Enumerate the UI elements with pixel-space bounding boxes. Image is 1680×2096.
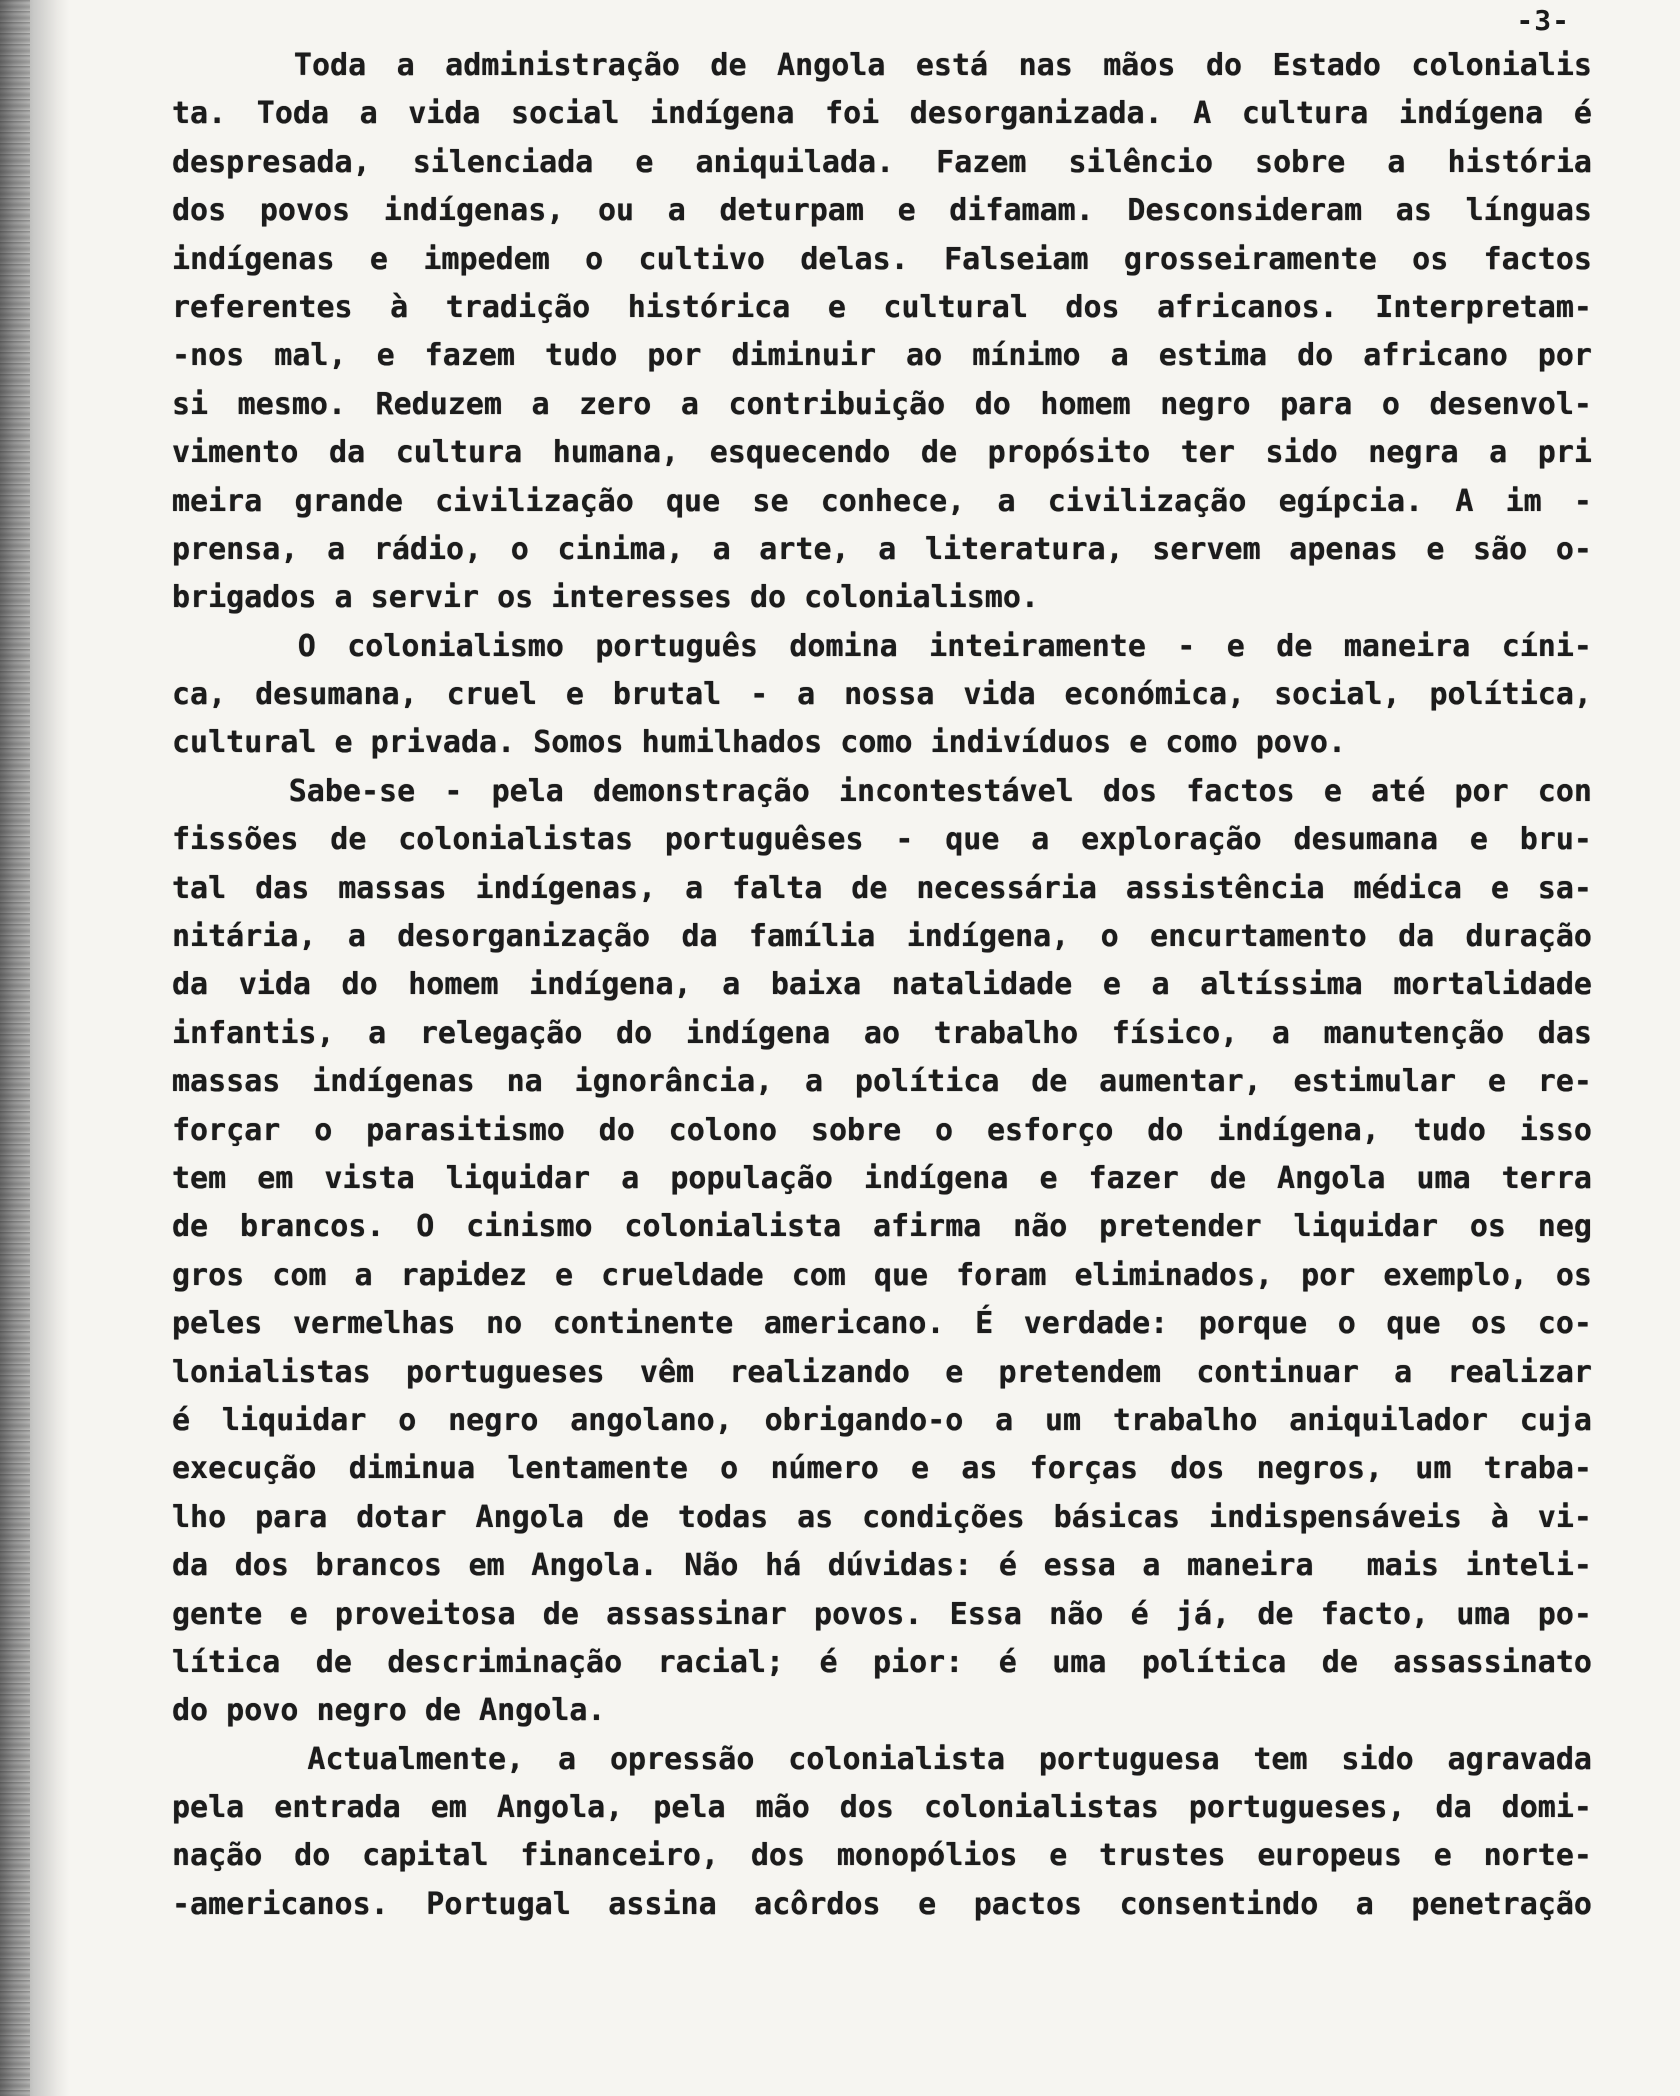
paragraph-4 xyxy=(172,1736,1592,1930)
text-line: nitária, a desorganização da família indígena, o encurtamento da duração xyxy=(172,919,1592,955)
text-line: nação do capital financeiro, dos monopólios e trustes europeus e norte- xyxy=(172,1838,1592,1874)
text-line: lonialistas portugueses vêm realizando e pretendem continuar a realizar xyxy=(172,1354,1592,1390)
text-line: ta. Toda a vida social indígena foi desorganizada. A cultura indígena é xyxy=(172,96,1592,132)
text-line: é liquidar o negro angolano, obrigando-o a um trabalho aniquilador cuja xyxy=(172,1402,1592,1438)
paragraph-2 xyxy=(172,623,1592,768)
text-line: si mesmo. Reduzem a zero a contribuição do homem negro para o desenvol- xyxy=(172,386,1592,422)
text-line: dos povos indígenas, ou a deturpam e difamam. Desconsideram as línguas xyxy=(172,193,1592,229)
text-line: massas indígenas na ignorância, a política de aumentar, estimular e re- xyxy=(172,1064,1592,1100)
text-line: Toda a administração de Angola está nas mãos do Estado colonialis xyxy=(172,48,1592,83)
text-line: lho para dotar Angola de todas as condições básicas indispensáveis à vi- xyxy=(172,1499,1592,1535)
text-line: referentes à tradição histórica e cultural dos africanos. Interpretam- xyxy=(172,289,1592,325)
text-line: O colonialismo português domina inteiramente - e de maneira cíni- xyxy=(172,628,1592,664)
text-line: tal das massas indígenas, a falta de necessária assistência médica e sa- xyxy=(172,870,1592,906)
text-line: de brancos. O cinismo colonialista afirma não pretender liquidar os neg xyxy=(172,1209,1592,1245)
scan-edge-streaks xyxy=(0,0,30,2096)
text-line: da vida do homem indígena, a baixa natalidade e a altíssima mortalidade xyxy=(172,967,1592,1003)
text-line: pela entrada em Angola, pela mão dos colonialistas portugueses, da domi- xyxy=(172,1790,1592,1826)
text-line: Actualmente, a opressão colonialista portuguesa tem sido agravada xyxy=(172,1741,1592,1777)
text-line: Sabe-se - pela demonstração incontestável dos factos e até por con xyxy=(172,773,1592,809)
text-line: despresada, silenciada e aniquilada. Fazem silêncio sobre a história xyxy=(172,144,1592,180)
text-line: forçar o parasitismo do colono sobre o esforço do indígena, tudo isso xyxy=(172,1112,1592,1148)
text-line: meira grande civilização que se conhece, a civilização egípcia. A im - xyxy=(172,483,1592,519)
text-line: ca, desumana, cruel e brutal - a nossa vida económica, social, política, xyxy=(172,677,1592,713)
text-line: infantis, a relegação do indígena ao trabalho físico, a manutenção das xyxy=(172,1015,1592,1051)
paragraph-3 xyxy=(172,768,1592,1736)
text-line: da dos brancos em Angola. Não há dúvidas: é essa a maneira mais inteli- xyxy=(172,1548,1592,1584)
text-line: tem em vista liquidar a população indígena e fazer de Angola uma terra xyxy=(172,1160,1592,1196)
text-line: do povo negro de Angola. xyxy=(172,1693,606,1729)
text-line: execução diminua lentamente o número e as forças dos negros, um traba- xyxy=(172,1451,1592,1487)
text-line: brigados a servir os interesses do colonialismo. xyxy=(172,580,1039,616)
text-line: fissões de colonialistas portuguêses - que a exploração desumana e bru- xyxy=(172,822,1592,858)
text-line: gente e proveitosa de assassinar povos. Essa não é já, de facto, uma po- xyxy=(172,1596,1592,1632)
text-line: gros com a rapidez e crueldade com que foram eliminados, por exemplo, os xyxy=(172,1257,1592,1293)
text-line: vimento da cultura humana, esquecendo de propósito ter sido negra a pri xyxy=(172,435,1592,471)
page-number: -3- xyxy=(1516,4,1570,37)
text-line: lítica de descriminação racial; é pior: é uma política de assassinato xyxy=(172,1644,1592,1680)
text-line: indígenas e impedem o cultivo delas. Falseiam grosseiramente os factos xyxy=(172,241,1592,277)
document-body xyxy=(172,42,1592,1929)
text-line: -nos mal, e fazem tudo por diminuir ao mínimo a estima do africano por xyxy=(172,338,1592,374)
text-line: cultural e privada. Somos humilhados como indivíduos e como povo. xyxy=(172,725,1346,761)
text-line: prensa, a rádio, o cinima, a arte, a literatura, servem apenas e são o- xyxy=(172,531,1592,567)
text-line: -americanos. Portugal assina acôrdos e pactos consentindo a penetração xyxy=(172,1886,1592,1922)
paragraph-1 xyxy=(172,42,1592,623)
text-line: peles vermelhas no continente americano. É verdade: porque o que os co- xyxy=(172,1306,1592,1342)
